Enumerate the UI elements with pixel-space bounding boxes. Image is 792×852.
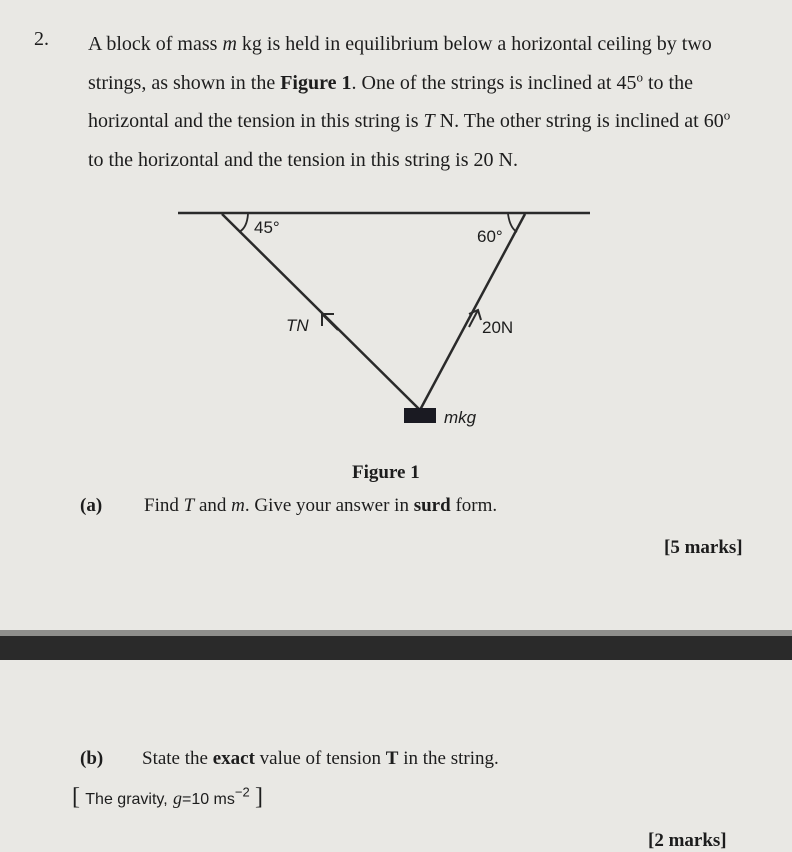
left-string [222,214,420,410]
part-a-label: (a) [80,495,103,516]
angle-left-label: 45° [254,218,280,237]
part-b-marks: [2 marks] [648,830,727,851]
mass-label: mkg [444,408,477,427]
part-b-label: (b) [80,748,104,769]
left-angle-arc [239,214,248,232]
question-number: 2. [34,28,49,50]
gravity-note: [ The gravity, g=10 $ms^{-2}$ ] [72,784,263,810]
tension-left-label: TN [286,316,309,335]
angle-right-label: 60° [477,227,503,246]
page-divider [0,636,792,660]
intro-line-1: A block of mass m kg is held in equilibrium below a horizontal ceiling by two [88,33,712,55]
part-a-text: Find T and m. Give your answer in surd form. [144,495,498,516]
tension-right-label: 20N [482,318,514,337]
part-a-marks: [5 marks] [664,537,743,558]
figure-caption: Figure 1 [352,462,420,483]
intro-line-3: horizontal and the tension in this string is T N. The other string is inclined at 60$^o$ [88,107,731,132]
right-tension-arrow [469,310,481,327]
intro-line-4: to the horizontal and the tension in this string is 20 N. [88,148,518,171]
left-tension-arrow [322,314,338,330]
part-b-text: State the exact value of tension T in the string. [142,748,499,769]
mass-block [404,408,436,423]
intro-line-2: strings, as shown in the Figure 1. One of the strings is inclined at 45$^o$ to the [88,68,693,94]
